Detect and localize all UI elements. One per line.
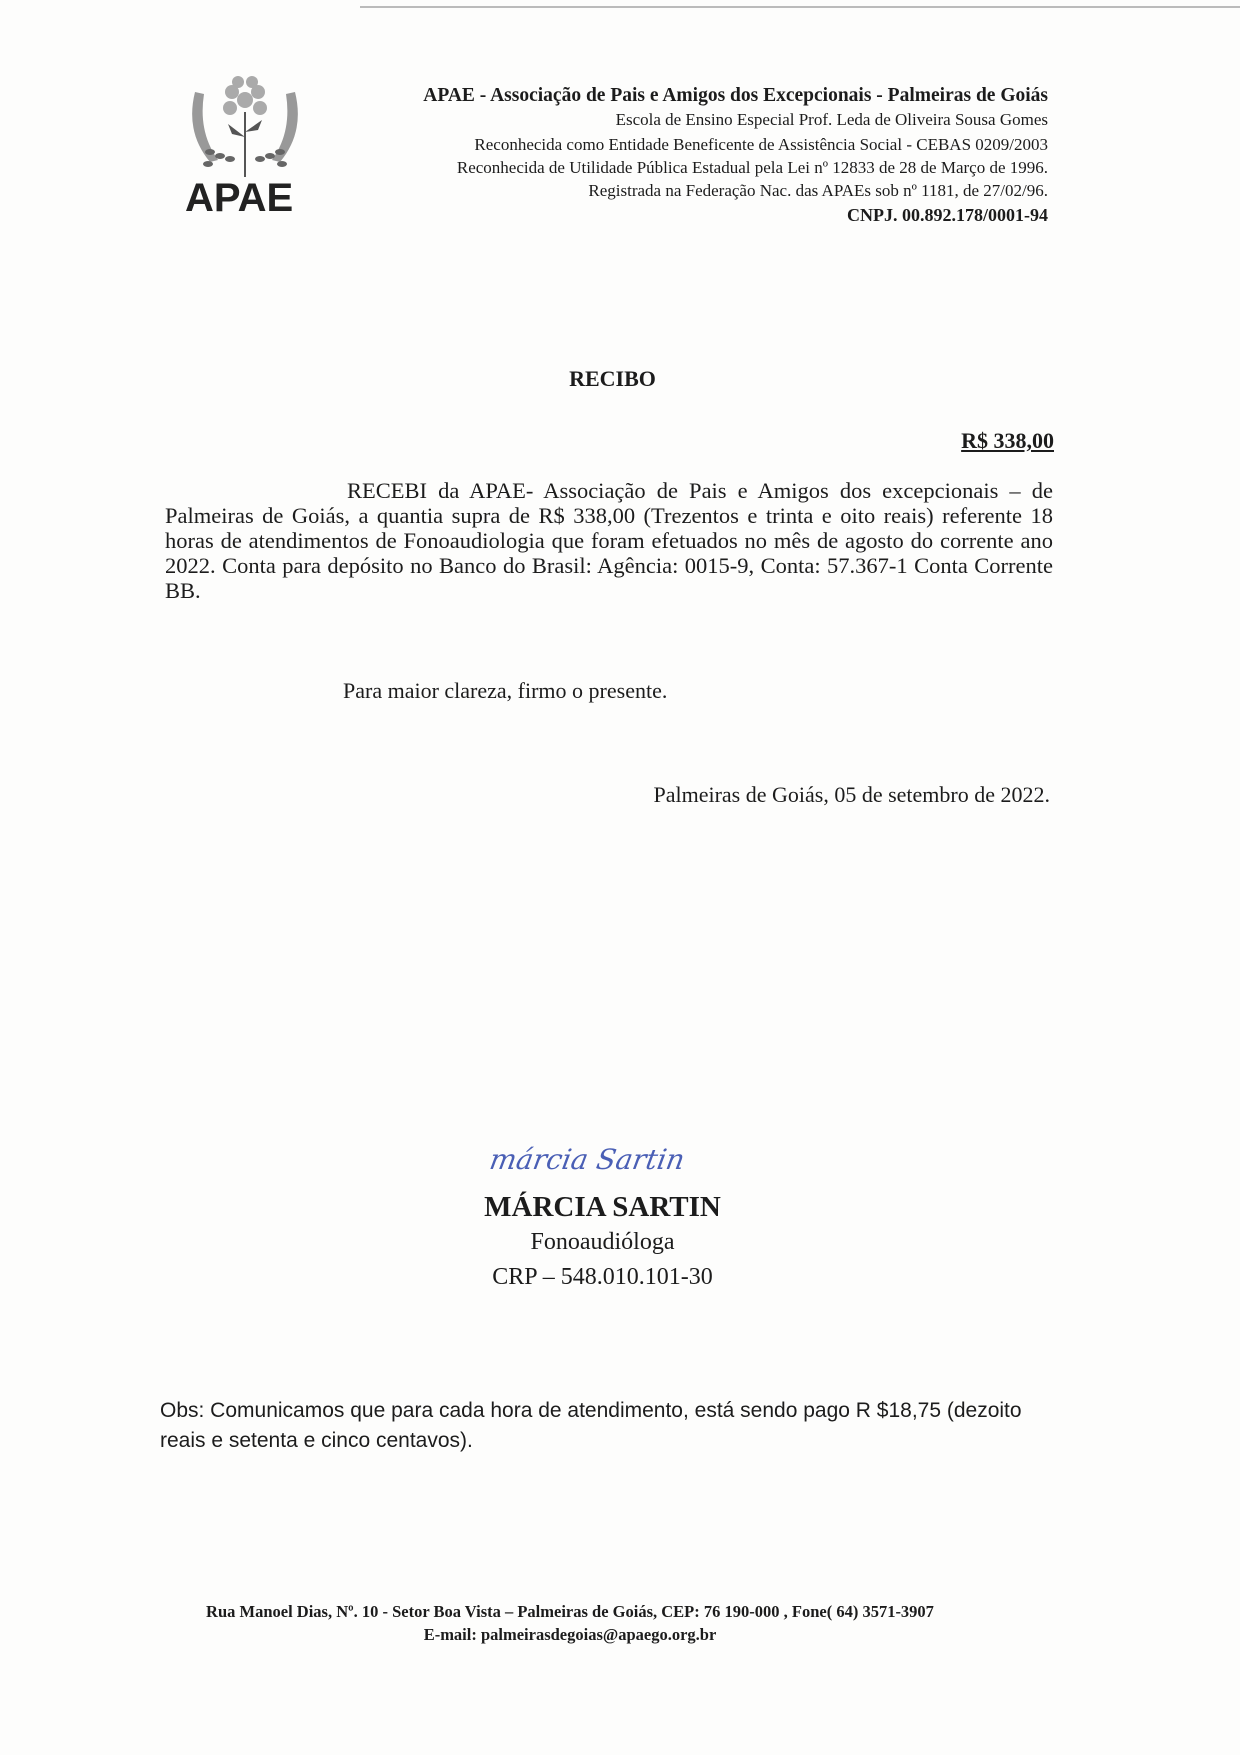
cebas-line: Reconhecida como Entidade Beneficente de Assistência Social - CEBAS 0209/2003 [474, 135, 1048, 154]
registro-line: Registrada na Federação Nac. das APAEs sob nº 1181, de 27/02/96. [588, 181, 1048, 200]
handwritten-signature: márcia Sartin [487, 1143, 688, 1176]
receipt-amount: R$ 338,00 [961, 428, 1054, 453]
school-name: Escola de Ensino Especial Prof. Leda de Oliveira Sousa Gomes [615, 110, 1048, 129]
place-date: Palmeiras de Goiás, 05 de setembro de 2022. [653, 782, 1050, 807]
logo-text: APAE [185, 176, 294, 220]
receipt-body-text: RECEBI da APAE- Associação de Pais e Amigos dos excepcionais – de Palmeiras de Goiás, a quantia supra de R$ 338,00 (Trezentos e trinta e oito reais) referente 18 horas de atendimentos de Fonoaudiologia que foram efetuados no mês de agosto do corrente ano 2022. Conta para depósito no Banco do Brasil: Agência: 0015-9, Conta: 57.367-1 Conta Corrente BB. [165, 478, 1053, 603]
receipt-body [165, 478, 1053, 603]
footer-email: E-mail: palmeirasdegoias@apaego.org.br [423, 1625, 717, 1644]
cnpj-line: CNPJ. 00.892.178/0001-94 [847, 205, 1048, 225]
signer-registration: CRP – 548.010.101-30 [492, 1264, 713, 1290]
utilidade-line: Reconhecida de Utilidade Pública Estadual pela Lei nº 12833 de 28 de Março de 1996. [456, 158, 1048, 177]
clarity-statement: Para maior clareza, firmo o presente. [343, 678, 668, 703]
footer-address: Rua Manoel Dias, Nº. 10 - Setor Boa Vista – Palmeiras de Goiás, CEP: 76 190-000 , Fone( 64) 3571-3907 [206, 1602, 934, 1621]
observation-note: Obs: Comunicamos que para cada hora de atendimento, está sendo pago R $18,75 (dezoito reais e setenta e cinco centavos). [160, 1399, 1022, 1452]
signer-name: MÁRCIA SARTIN [484, 1191, 721, 1223]
scan-edge-line [360, 6, 1240, 8]
org-name: APAE - Associação de Pais e Amigos dos Excepcionais - Palmeiras de Goiás [423, 85, 1048, 106]
document-title: RECIBO [569, 366, 656, 391]
signer-role: Fonoaudióloga [530, 1229, 675, 1255]
